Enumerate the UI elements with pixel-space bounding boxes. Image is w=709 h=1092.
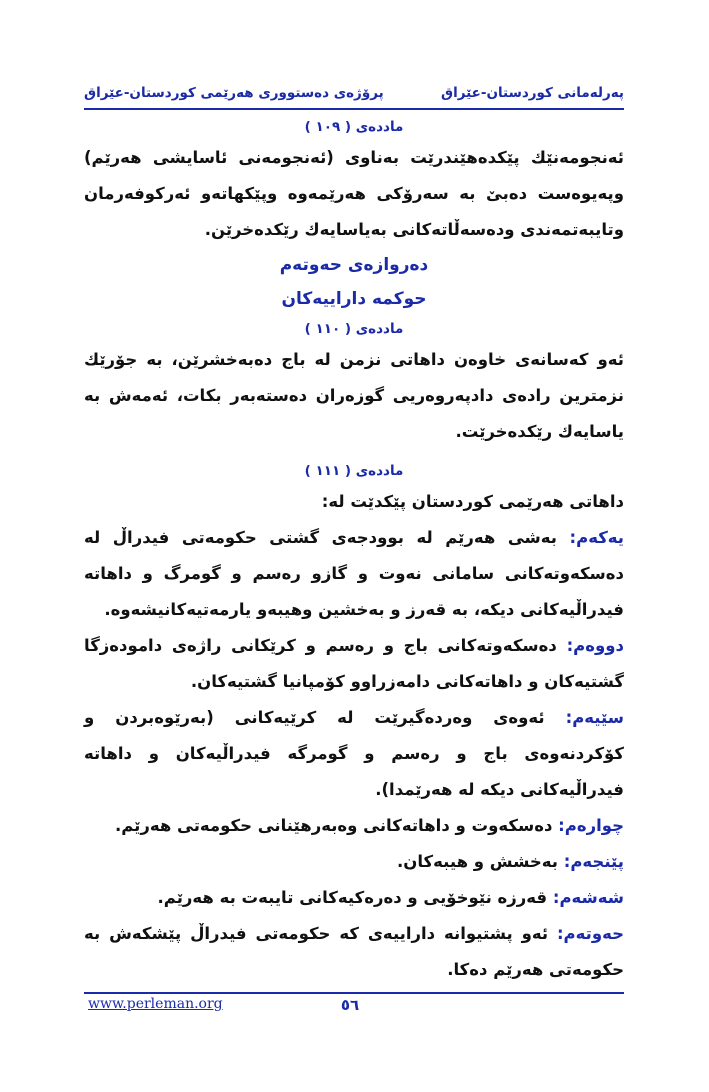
spacer — [84, 450, 624, 458]
revenue-item-7 — [84, 916, 624, 988]
revenue-item-text: بەخشش و هیبەكان. — [396, 852, 564, 871]
revenue-item-2 — [84, 628, 624, 700]
revenue-item-label: شەشەم: — [552, 888, 624, 907]
revenue-item-3 — [84, 700, 624, 808]
document-body — [84, 114, 624, 988]
page-header — [84, 80, 624, 106]
revenue-item-label: حەوتەم: — [556, 924, 624, 943]
revenue-item-text: ئەو پشتیوانە داراییەی كە حكومەتی فیدراڵ پێشكەش بە حكومەتی هەرێم دەكا. — [84, 924, 624, 979]
page-number: ٥٦ — [340, 996, 360, 1014]
website-link[interactable]: www.perleman.org — [88, 996, 223, 1012]
revenue-item-text: دەسكەوت و داهاتەكانی وەبەرهێنانی حكومەتی هەرێم. — [114, 816, 559, 835]
revenue-item-label: چوارەم: — [558, 816, 624, 835]
revenue-item-text: ئەوەی وەردەگیرێت لە كرێیەكانی (بەرێوەبردن و كۆكردنەوەی باج و رەسم و گومرگە فیدراڵیەكان و داهاتە فیدراڵیەكانی دیكە لە هەرێمدا). — [84, 708, 624, 799]
article-109-title: ماددەی ( ١٠٩ ) — [304, 119, 404, 135]
revenue-item-label: دووەم: — [566, 636, 624, 655]
section-title: حوكمە داراییەكان — [281, 289, 427, 309]
article-109-text: ئەنجومەنێك پێكدەهێندرێت بەناوی (ئەنجومەنی ئاسایشی هەرێم) وپەیوەست دەبێ بە سەرۆكی هەرێمەوە وپێكهاتەو ئەركوفەرمان وتایبەتمەندی ودەسەڵاتەكانی بەیاسایەك رێكدەخرێن. — [84, 148, 624, 239]
revenue-item-5 — [84, 844, 624, 880]
revenue-item-1 — [84, 520, 624, 628]
revenue-item-4 — [84, 808, 624, 844]
revenue-item-6 — [84, 880, 624, 916]
article-111-intro: داهاتی هەرێمی كوردستان پێكدێت لە: — [321, 492, 624, 511]
header-parliament-title: پەرلەمانی کوردستان-عێراق — [441, 85, 624, 101]
header-divider — [84, 108, 624, 110]
revenue-item-text: قەرزە نێوخۆیی و دەرەكیەكانی تایبەت بە هەرێم. — [157, 888, 553, 907]
revenue-item-text: بەشی هەرێم لە بوودجەی گشتی حكومەتی فیدراڵ لە دەسكەوتەكانی سامانی نەوت و گازو رەسم و گومرگ و داهاتە فیدراڵیەكانی دیكە، بە قەرز و بەخشین وهیبەو یارمەتیەكانیشەوە. — [84, 528, 624, 619]
revenue-item-label: پێنجەم: — [563, 852, 624, 871]
article-110-text: ئەو كەسانەی خاوەن داهاتی نزمن لە باج دەبەخشرێن، بە جۆرێك نزمترین رادەی دادپەروەریی گوزەران دەستەبەر بكات، ئەمەش بە یاسایەك رێكدەخرێت. — [84, 350, 624, 441]
article-110-title: ماددەی ( ١١٠ ) — [304, 321, 404, 337]
header-constitution-title: پرۆژەی دەستووری هەرێمی کوردستان-عێراق — [84, 85, 384, 101]
revenue-item-text: دەسكەوتەكانی باج و رەسم و كرێكانی راژەی دامودەزگا گشتیەكان و داهاتەكانی دامەزراوو كۆمپانیا گشتیەكان. — [84, 636, 624, 691]
part-title: دەروازەی حەوتەم — [279, 255, 429, 275]
revenue-item-label: سێیەم: — [565, 708, 624, 727]
footer-divider — [84, 992, 624, 994]
revenue-item-label: یەكەم: — [569, 528, 624, 547]
article-111-title: ماددەی ( ١١١ ) — [304, 463, 404, 479]
